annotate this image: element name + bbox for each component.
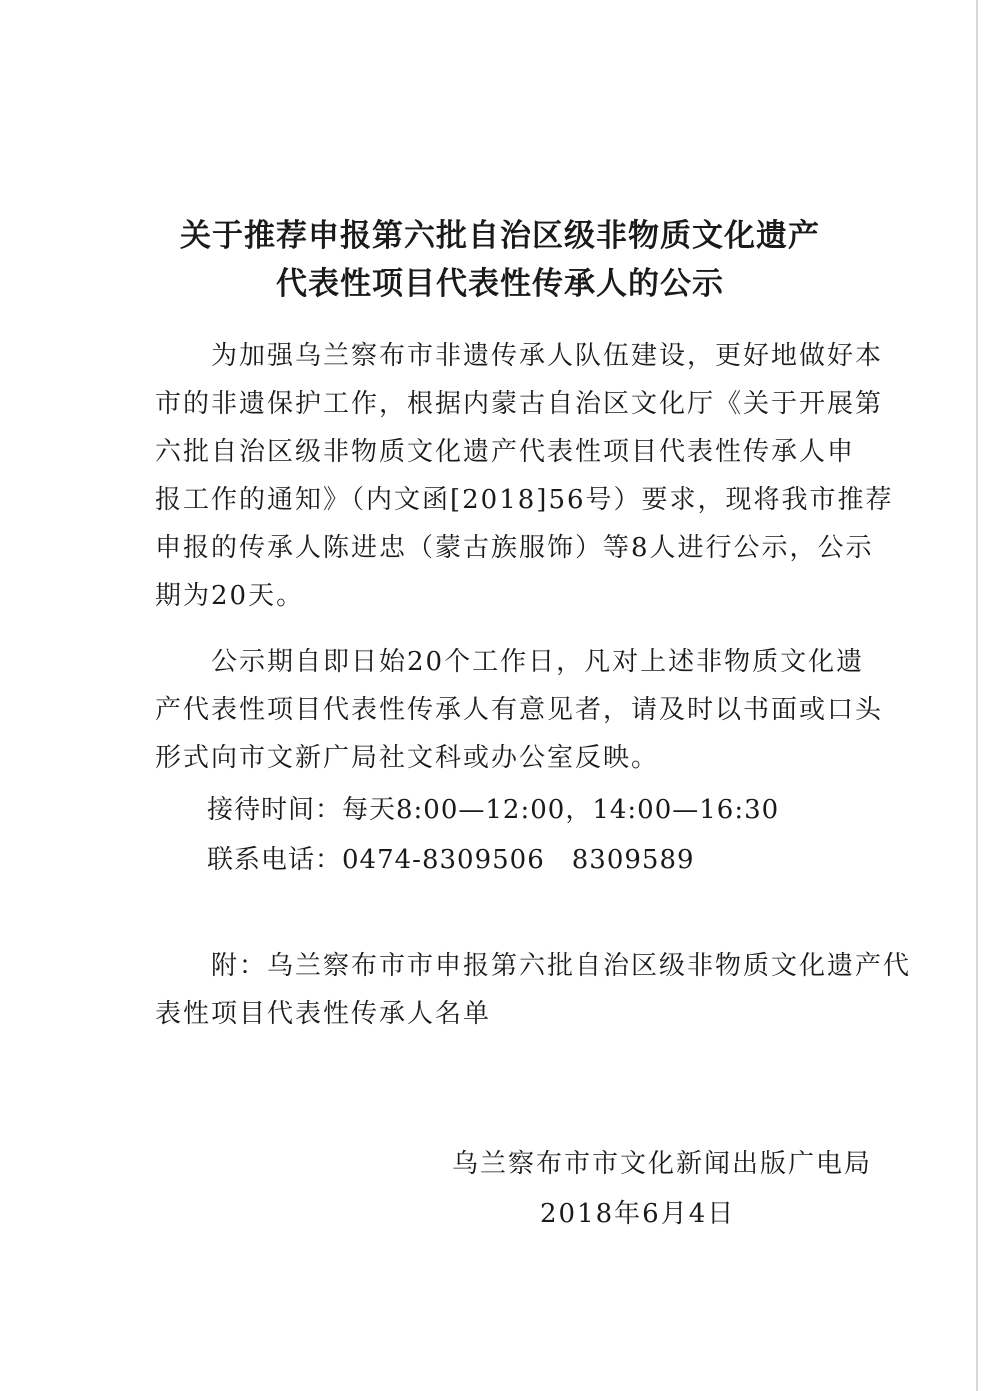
contact-phone: 联系电话：0474-8309506 8309589 xyxy=(207,845,695,875)
scan-edge-line xyxy=(976,0,978,1391)
paragraph-1 xyxy=(155,332,894,620)
issue-date: 2018年6月4日 xyxy=(540,1199,736,1229)
attachment-line: 表性项目代表性传承人名单 xyxy=(155,999,492,1029)
reception-hours: 接待时间：每天8:00—12:00，14:00—16:30 xyxy=(207,795,780,825)
title-line-1: 关于推荐申报第六批自治区级非物质文化遗产 xyxy=(180,218,820,254)
paragraph-1-line: 为加强乌兰察布市非遗传承人队伍建设，更好地做好本 xyxy=(155,341,884,371)
attachment-line: 附：乌兰察布市市申报第六批自治区级非物质文化遗产代 xyxy=(155,951,912,981)
paragraph-2-line: 形式向市文新广局社文科或办公室反映。 xyxy=(155,743,660,773)
paragraph-2-line: 产代表性项目代表性传承人有意见者，请及时以书面或口头 xyxy=(155,695,884,725)
paragraph-1-line: 报工作的通知》（内文函[2018]56号）要求，现将我市推荐 xyxy=(155,485,894,515)
title-line-2: 代表性项目代表性传承人的公示 xyxy=(276,266,724,302)
paragraph-1-line: 市的非遗保护工作，根据内蒙古自治区文化厅《关于开展第 xyxy=(155,389,884,419)
paragraph-1-line: 六批自治区级非物质文化遗产代表性项目代表性传承人申 xyxy=(155,437,856,467)
attachment-note xyxy=(155,942,912,1038)
issuing-organization: 乌兰察布市市文化新闻出版广电局 xyxy=(452,1149,873,1179)
paragraph-2-line: 公示期自即日始20个工作日，凡对上述非物质文化遗 xyxy=(155,647,865,677)
paragraph-2 xyxy=(155,638,884,782)
paragraph-1-line: 申报的传承人陈进忠（蒙古族服饰）等8人进行公示，公示 xyxy=(155,533,874,563)
paragraph-1-line: 期为20天。 xyxy=(155,581,305,611)
